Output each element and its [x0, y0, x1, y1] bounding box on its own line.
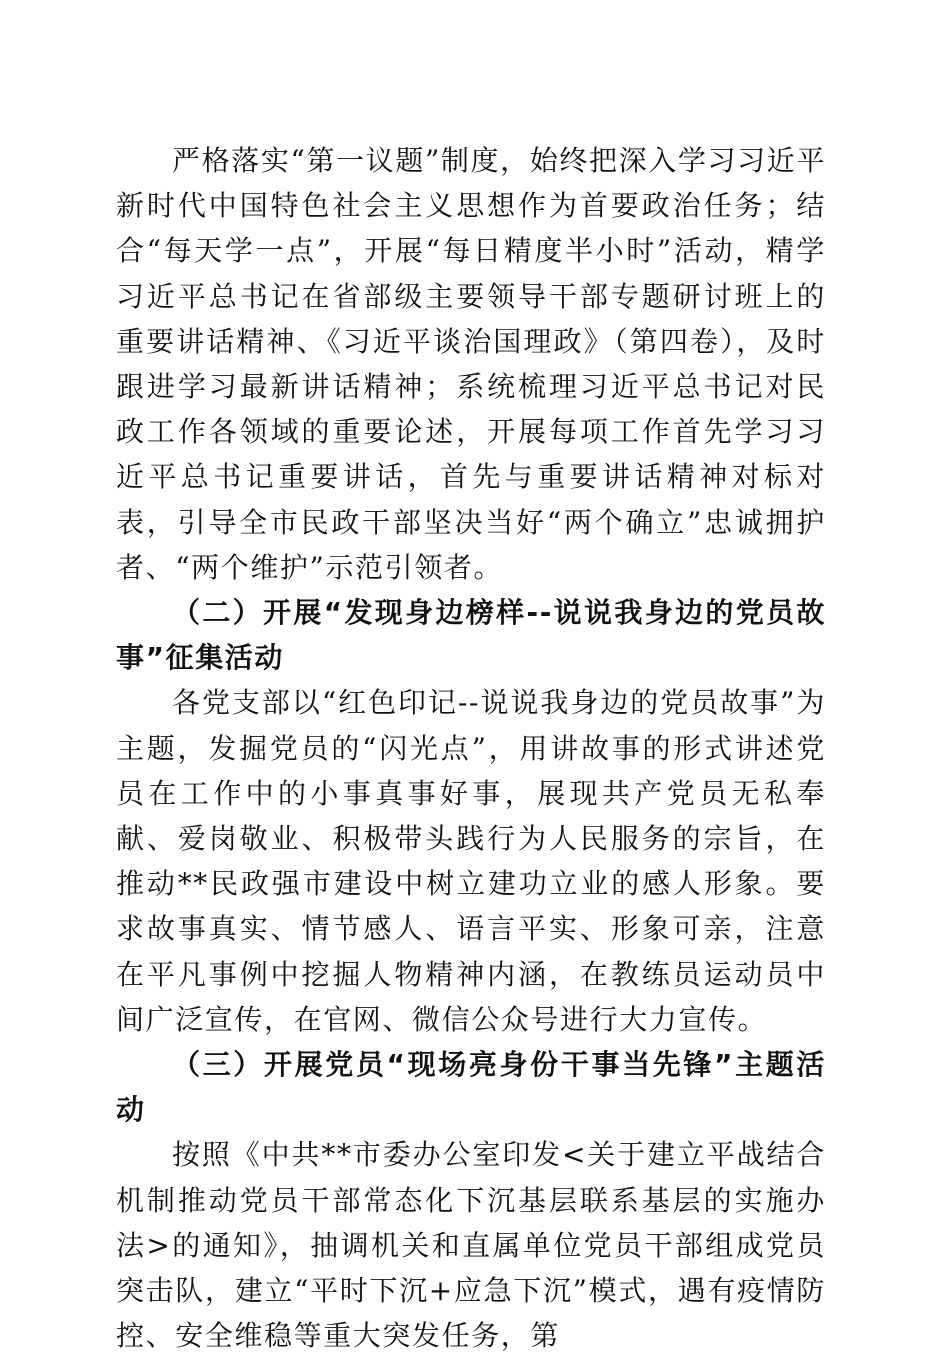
section-heading-2: （二）开展“发现身边榜样--说说我身边的党员故事”征集活动: [116, 596, 826, 675]
paragraph-first-topic-study: 严格落实“第一议题”制度，始终把深入学习习近平新时代中国特色社会主义思想作为首要政治任务；结合“每天学一点”，开展“每日精度半小时”活动，精学习近平总书记在省部级主要领导干部专题研讨班上的重要讲话精神、《习近平谈治国理政》（第四卷），及时跟进学习最新讲话精神；系统梳理习近平总书记对民政工作各领域的重要论述，开展每项工作首先学习习近平总书记重要讲话，首先与重要讲话精神对标对表，引导全市民政干部坚决当好“两个确立”忠诚拥护者、“两个维护”示范引领者。: [116, 144, 826, 584]
paragraph-vanguard-activity: 按照《中共**市委办公室印发<关于建立平战结合机制推动党员干部常态化下沉基层联系基层的实施办法>的通知》，抽调机关和直属单位党员干部组成党员突击队，建立“平时下沉+应急下沉”模式，遇有疫情防控、安全维稳等重大突发任务，第: [116, 1138, 826, 1353]
document-body: [116, 138, 826, 1358]
paragraph-party-member-stories: 各党支部以“红色印记--说说我身边的党员故事”为主题，发掘党员的“闪光点”，用讲故事的形式讲述党员在工作中的小事真事好事，展现共产党员无私奉献、爱岗敬业、积极带头践行为人民服务的宗旨，在推动**民政强市建设中树立建功立业的感人形象。要求故事真实、情节感人、语言平实、形象可亲，注意在平凡事例中挖掘人物精神内涵，在教练员运动员中间广泛宣传，在官网、微信公众号进行大力宣传。: [116, 686, 826, 1036]
section-heading-3: （三）开展党员“现场亮身份干事当先锋”主题活动: [116, 1048, 826, 1127]
